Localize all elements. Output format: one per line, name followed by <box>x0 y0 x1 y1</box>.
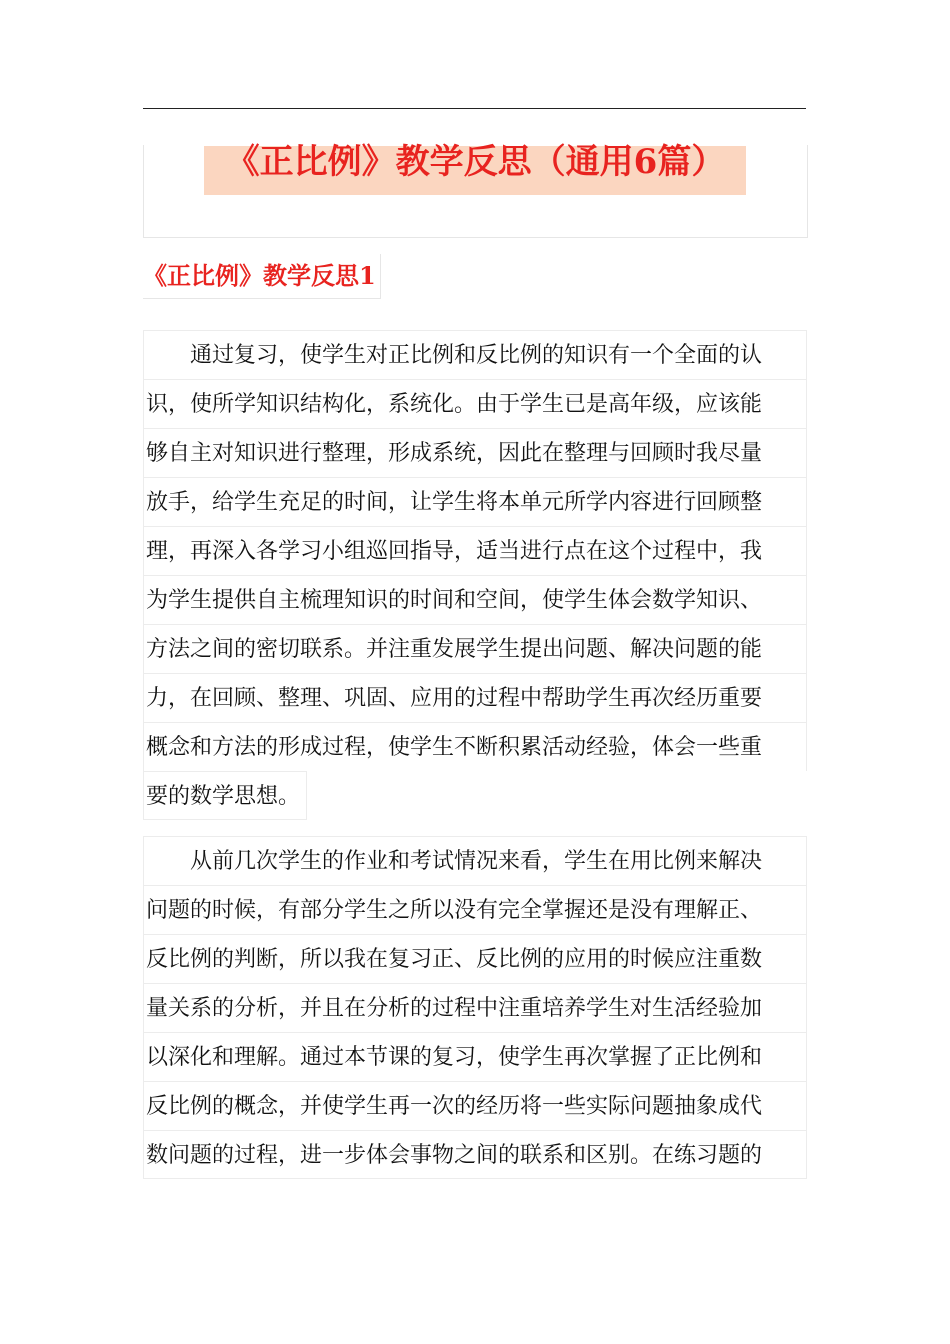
paragraph-line: 量关系的分析，并且在分析的过程中注重培养学生对生活经验加 <box>143 983 807 1032</box>
paragraph-line: 概念和方法的形成过程，使学生不断积累活动经验，体会一些重 <box>143 722 807 771</box>
paragraph-line: 放手，给学生充足的时间，让学生将本单元所学内容进行回顾整 <box>143 477 807 526</box>
paragraph-line: 方法之间的密切联系。并注重发展学生提出问题、解决问题的能 <box>143 624 807 673</box>
paragraph-line: 识，使所学知识结构化，系统化。由于学生已是高年级，应该能 <box>143 379 807 428</box>
paragraph-line: 数问题的过程，进一步体会事物之间的联系和区别。在练习题的 <box>143 1130 807 1179</box>
document-title: 《正比例》教学反思（通用6篇） <box>225 142 726 182</box>
section-heading: 《正比例》教学反思1 <box>143 254 381 299</box>
paragraph-line: 力，在回顾、整理、巩固、应用的过程中帮助学生再次经历重要 <box>143 673 807 722</box>
paragraph-line: 够自主对知识进行整理，形成系统，因此在整理与回顾时我尽量 <box>143 428 807 477</box>
paragraph-line: 从前几次学生的作业和考试情况来看，学生在用比例来解决 <box>143 836 807 885</box>
paragraph-line: 问题的时候，有部分学生之所以没有完全掌握还是没有理解正、 <box>143 885 807 934</box>
paragraph-line: 反比例的概念，并使学生再一次的经历将一些实际问题抽象成代 <box>143 1081 807 1130</box>
paragraph-1 <box>143 330 815 820</box>
header-rule <box>143 108 806 109</box>
paragraph-line: 反比例的判断，所以我在复习正、反比例的应用的时候应注重数 <box>143 934 807 983</box>
paragraph-line: 以深化和理解。通过本节课的复习，使学生再次掌握了正比例和 <box>143 1032 807 1081</box>
paragraph-line: 理，再深入各学习小组巡回指导，适当进行点在这个过程中，我 <box>143 526 807 575</box>
paragraph-line: 通过复习，使学生对正比例和反比例的知识有一个全面的认 <box>143 330 807 379</box>
paragraph-line: 为学生提供自主梳理知识的时间和空间，使学生体会数学知识、 <box>143 575 807 624</box>
paragraph-line: 要的数学思想。 <box>143 771 307 820</box>
paragraph-2 <box>143 836 815 1179</box>
